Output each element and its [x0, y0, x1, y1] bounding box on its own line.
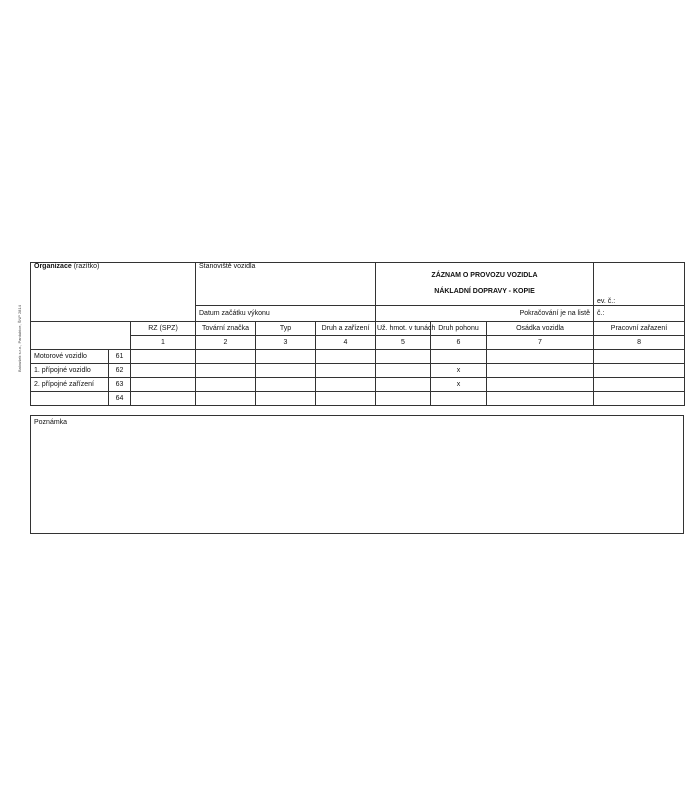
start-date-cell[interactable] [196, 306, 376, 322]
cell-fuel[interactable] [431, 392, 487, 406]
table-row [31, 364, 685, 378]
vehicle-log-form [30, 262, 684, 406]
cell-work[interactable] [594, 392, 685, 406]
cell-brand[interactable] [196, 378, 256, 392]
cell-payload[interactable] [376, 378, 431, 392]
note-label: Poznámka [34, 419, 68, 426]
col-number-2: 2 [196, 336, 256, 350]
col-header-type: Typ [256, 322, 316, 336]
depot-cell[interactable] [196, 263, 376, 306]
continuation-cell[interactable] [376, 306, 594, 322]
col-header-work: Pracovní zařazení [594, 322, 685, 336]
cell-work[interactable] [594, 364, 685, 378]
start-date-label: Datum začátku výkonu [199, 310, 270, 317]
organization-hint: (razítko) [73, 263, 100, 270]
organization-label: Organizace [34, 263, 72, 270]
row-label [31, 392, 109, 406]
cell-crew[interactable] [487, 350, 594, 364]
table-row [31, 350, 685, 364]
col-number-8: 8 [594, 336, 685, 350]
title-line-2: NÁKLADNÍ DOPRAVY - KOPIE [434, 288, 535, 295]
ev-number-label: ev. č.: [597, 298, 616, 305]
cell-rz[interactable] [131, 350, 196, 364]
col-header-kind: Druh a zařízení [316, 322, 376, 336]
col-number-5: 5 [376, 336, 431, 350]
cell-rz[interactable] [131, 378, 196, 392]
col-number-3: 3 [256, 336, 316, 350]
cell-type[interactable] [256, 364, 316, 378]
cell-brand[interactable] [196, 364, 256, 378]
cell-type[interactable] [256, 350, 316, 364]
cell-kind[interactable] [316, 364, 376, 378]
cell-kind[interactable] [316, 378, 376, 392]
ev-number-cell[interactable] [594, 263, 685, 306]
continuation-label: Pokračování je na listě [519, 310, 591, 317]
row-code: 62 [109, 364, 131, 378]
cell-payload[interactable] [376, 364, 431, 378]
form-table [30, 262, 685, 406]
row-label: Motorové vozidlo [31, 350, 109, 364]
row-code: 64 [109, 392, 131, 406]
cell-fuel[interactable]: x [431, 378, 487, 392]
col-header-payload: Už. hmot. v tunách [376, 322, 431, 336]
cell-crew[interactable] [487, 364, 594, 378]
sheet-number-label: č.: [597, 310, 605, 317]
cell-fuel[interactable] [431, 350, 487, 364]
col-number-6: 6 [431, 336, 487, 350]
blank-header-cell [31, 322, 131, 350]
cell-kind[interactable] [316, 392, 376, 406]
organization-cell[interactable] [31, 263, 196, 322]
col-header-crew: Osádka vozidla [487, 322, 594, 336]
row-label: 2. přípojné zařízení [31, 378, 109, 392]
cell-brand[interactable] [196, 350, 256, 364]
cell-brand[interactable] [196, 392, 256, 406]
cell-work[interactable] [594, 350, 685, 364]
cell-payload[interactable] [376, 350, 431, 364]
col-header-rz: RZ (SPZ) [131, 322, 196, 336]
cell-work[interactable] [594, 378, 685, 392]
cell-crew[interactable] [487, 378, 594, 392]
table-row [31, 392, 685, 406]
row-label: 1. přípojné vozidlo [31, 364, 109, 378]
form-title [376, 263, 594, 306]
note-box[interactable] [30, 415, 684, 534]
cell-kind[interactable] [316, 350, 376, 364]
depot-label: Stanoviště vozidla [199, 263, 256, 270]
row-code: 61 [109, 350, 131, 364]
cell-crew[interactable] [487, 392, 594, 406]
side-printer-text: Baloušek s.r.o., Pardubice, ŠNP 2814 [17, 305, 22, 372]
col-header-brand: Tovární značka [196, 322, 256, 336]
col-header-fuel: Druh pohonu [431, 322, 487, 336]
col-number-7: 7 [487, 336, 594, 350]
cell-type[interactable] [256, 392, 316, 406]
col-number-4: 4 [316, 336, 376, 350]
row-code: 63 [109, 378, 131, 392]
cell-rz[interactable] [131, 364, 196, 378]
col-number-1: 1 [131, 336, 196, 350]
title-line-1: ZÁZNAM O PROVOZU VOZIDLA [431, 272, 538, 279]
cell-fuel[interactable]: x [431, 364, 487, 378]
cell-type[interactable] [256, 378, 316, 392]
table-row [31, 378, 685, 392]
sheet-number-cell[interactable] [594, 306, 685, 322]
cell-rz[interactable] [131, 392, 196, 406]
cell-payload[interactable] [376, 392, 431, 406]
